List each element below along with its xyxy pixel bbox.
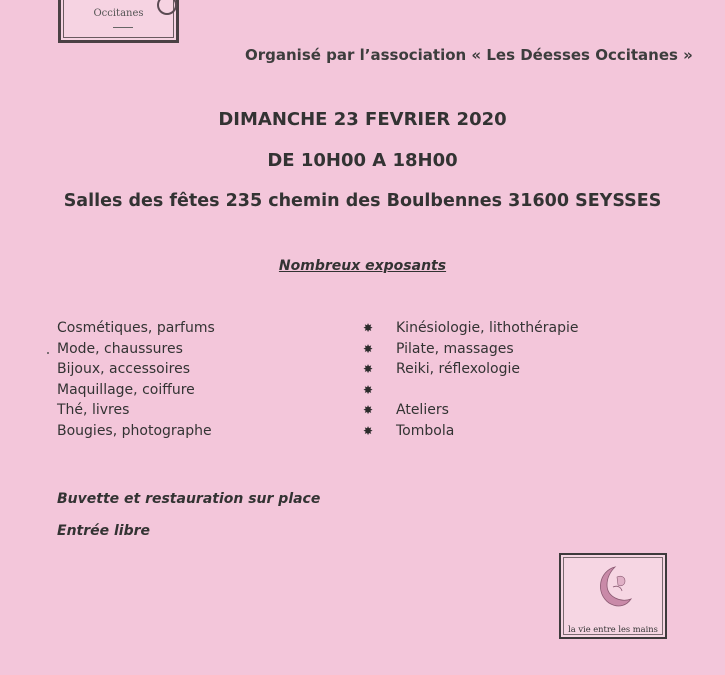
list-item: Maquillage, coiffure [57, 381, 195, 398]
top-logo [58, 0, 179, 43]
list-item-label: Pilate, massages [396, 340, 514, 357]
event-date: DIMANCHE 23 FEVRIER 2020 [218, 109, 507, 130]
event-hours: DE 10H00 A 18H00 [267, 150, 458, 171]
list-item: Thé, livres [57, 402, 130, 419]
star-bullet-icon: ✸ [362, 341, 374, 356]
bottom-logo [559, 553, 667, 639]
star-bullet-icon: ✸ [362, 403, 374, 418]
list-item [362, 359, 578, 380]
logo-caption: la vie entre les mains [568, 624, 658, 634]
star-bullet-icon: ✸ [362, 362, 374, 377]
star-bullet-icon: ✸ [362, 382, 374, 397]
left-exhibitor-list [57, 318, 215, 442]
list-item [362, 421, 578, 442]
crescent-hands-icon [591, 563, 633, 613]
star-bullet-icon: ✸ [362, 423, 374, 438]
list-item: Bougies, photographe [57, 422, 212, 439]
organiser-line: Organisé par l’association « Les Déesses Occitanes » [245, 46, 693, 64]
entry-note: Entrée libre [57, 523, 151, 539]
list-item [362, 380, 578, 401]
top-logo-text: Occitanes [93, 8, 144, 19]
buvette-note: Buvette et restauration sur place [57, 491, 321, 507]
list-item-label: Kinésiologie, lithothérapie [396, 320, 579, 336]
right-exhibitor-list [362, 318, 578, 442]
list-item [362, 400, 578, 421]
exhibitors-heading: Nombreux exposants [278, 258, 447, 274]
list-item-label: Ateliers [396, 402, 449, 419]
star-bullet-icon: ✸ [362, 321, 374, 335]
list-item-label: Tombola [396, 422, 455, 439]
list-item: Bijoux, accessoires [57, 361, 190, 378]
list-item [362, 339, 578, 360]
list-item: Mode, chaussures [57, 340, 183, 357]
list-item: Cosmétiques, parfums [57, 320, 215, 336]
list-item-label: Reiki, réflexologie [396, 361, 521, 378]
list-item [362, 318, 578, 339]
event-venue: Salles des fêtes 235 chemin des Boulbennes 31600 SEYSSES [63, 191, 662, 211]
